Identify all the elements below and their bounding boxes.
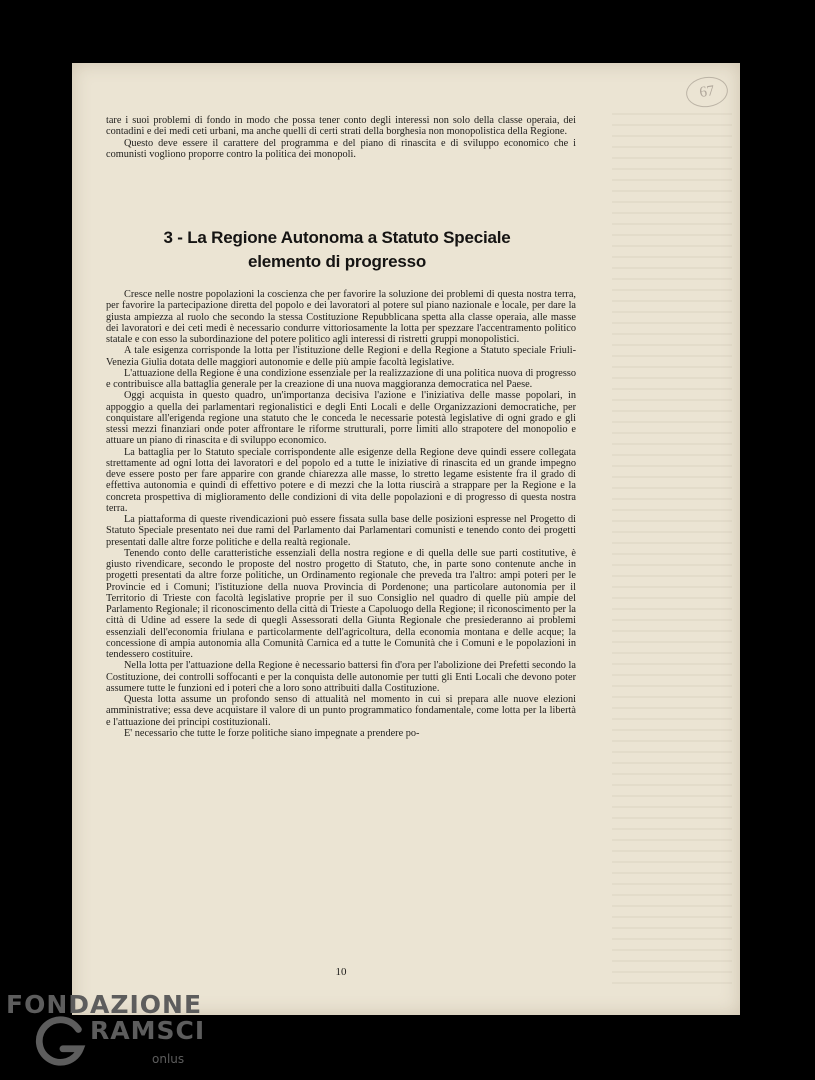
paragraph: La piattaforma di queste rivendicazioni può essere fissata sulla base delle posizioni espresse nel Progetto di Statuto Speciale presentato nei due rami del Parlamento dai Parlamentari comunisti e tenendo conto dei progetti presentati dalle altre forze politiche e della realtà regionale. [106, 514, 576, 548]
watermark-line2: RAMSCI [90, 1016, 206, 1045]
watermark-logo [0, 990, 240, 1080]
g-logo-icon [32, 1014, 90, 1072]
paragraph: Questa lotta assume un profondo senso di attualità nel momento in cui si prepara alle nuove elezioni amministrative; essa deve acquistare il valore di un punto programmatico fondamentale, come lotta per la libertà e l'attuazione dei principi costituzionali. [106, 694, 576, 728]
paragraph: Tenendo conto delle caratteristiche essenziali della nostra regione e di quella delle sue parti costitutive, è giusto rivendicare, secondo le proposte del nostro progetto di Statuto, che, in parte sono contenute anche in progetti presentati da altre forze politiche, un Ordinamento regionale che preveda tra l'altro: ampi poteri per le Provincie ed i Comuni; l'istituzione della nuova Provincia di Pordenone; una particolare autonomia per il Territorio di Trieste con facoltà legislative proprie per il suo Consiglio nel quadro di quelle più ampie del Parlamento Regionale; il riconoscimento della città di Trieste a Capoluogo della Regione; il riconoscimento per la città di Udine ad essere la sede di quegli Assessorati della Giunta Regionale che presiederanno ai problemi essenziali dell'economia friulana e particolarmente dell'agricoltura, della economia montana e delle acque; la concessione di ampia autonomia alla Comunità Carnica ed a tutte le Comunità che i Comuni e le popolazioni in tendessero costituire. [106, 547, 576, 660]
document-page [72, 63, 740, 1015]
paragraph: Nella lotta per l'attuazione della Regione è necessario battersi fin d'ora per l'abolizione dei Prefetti secondo la Costituzione, dei controlli soffocanti e per la conquista delle autonomie per tutti gli Enti Locali che devono poter assumere tutte le funzioni ed i poteri che a loro sono attribuiti dalla Costituzione. [106, 660, 576, 694]
section-heading [102, 226, 572, 274]
watermark-subtitle: onlus [152, 1052, 185, 1066]
intro-paragraph: Questo deve essere il carattere del programma e del piano di rinascita e di sviluppo economico che i comunisti vogliono proporre contro la politica dei monopoli. [106, 137, 576, 160]
paragraph: Cresce nelle nostre popolazioni la coscienza che per favorire la soluzione dei problemi di questa nostra terra, per favorire la partecipazione diretta del popolo e dei lavoratori al potere sul piano nazionale e locale, per dare la giusta ampiezza al ruolo che secondo la stessa Costituzione Repubblicana spetta alla classe operaia, alle masse dei lavoratori e dei ceti medi è necessario condurre vittoriosamente la lotta per spezzare l'accentramento politico statale e con esso la subordinazione del potere politico agli interessi di ristretti gruppi monopolistici. [106, 289, 576, 345]
page-number: 10 [335, 966, 347, 978]
heading-line: 3 - La Regione Autonoma a Statuto Speciale [163, 228, 511, 247]
show-through-text [612, 113, 732, 993]
paragraph: Oggi acquista in questo quadro, un'importanza decisiva l'azione e l'iniziativa delle masse popolari, in appoggio a quella dei parlamentari regionalistici e degli Enti Locali e delle Organizzazioni democratiche, per conquistare all'erigenda regione una statuto che le conceda le necessarie potestà legislative di ogni grado e gli stessi mezzi finanziari onde poter affrontare le riforme strutturali, porre limiti allo strapotere del monopolio e attuare un piano di rinascita e di sviluppo economico. [106, 390, 576, 447]
paragraph: A tale esigenza corrisponde la lotta per l'istituzione delle Regioni e della Regione a Statuto speciale Friuli-Venezia Giulia dotata delle maggiori autonomie e delle più ampie facoltà legislative. [106, 345, 576, 368]
archive-number-mark: 67 [684, 74, 730, 110]
paragraph: L'attuazione della Regione è una condizione essenziale per la realizzazione di una politica nuova di progresso e contribuisce alla battaglia generale per la creazione di una nuova maggioranza democratica nel Paese. [106, 367, 576, 390]
paragraph: E' necessario che tutte le forze politiche siano impegnate a prendere po- [124, 727, 420, 739]
intro-text [106, 115, 576, 160]
watermark-line1: FONDAZIONE [6, 990, 203, 1019]
body-text [106, 289, 576, 739]
intro-paragraph: tare i suoi problemi di fondo in modo che possa tener conto degli interessi non solo della classe operaia, dei contadini e dei medi ceti urbani, ma anche quelli di certi strati della borghesia non monopolistica della Regione. [106, 115, 576, 138]
paragraph: La battaglia per lo Statuto speciale corrispondente alle esigenze della Regione deve quindi essere collegata strettamente ad ogni lotta dei lavoratori e del popolo ed a tutte le iniziative di rinascita ed un grande impegno deve essere posto per fare apparire con grande chiarezza alle masse, lo stretto legame esistente fra il grado di effettiva autonomia e quindi di effettivo potere e di mezzi che la lotta riuscirà a strappare per la Regione e la concreta prospettiva di miglioramento delle condizioni di vita delle popolazioni e di progresso di questa nostra terra. [106, 446, 576, 514]
heading-line: elemento di progresso [247, 252, 427, 271]
